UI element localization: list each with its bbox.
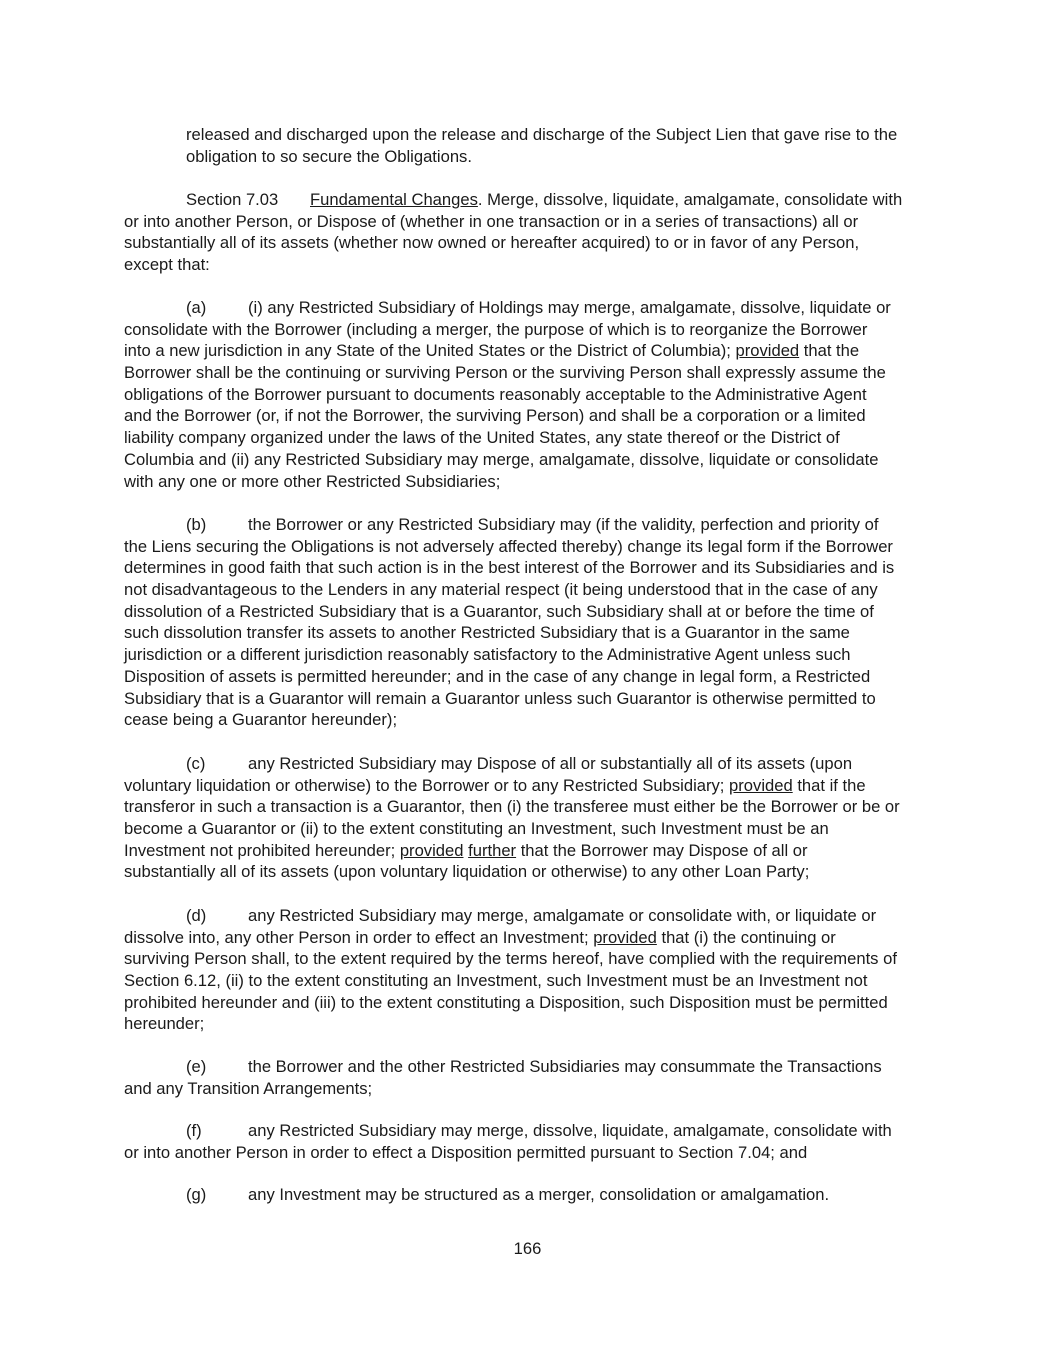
text-run: voluntary liquidation or otherwise) to the Borrower or to any Restricted Subsidiary; [124, 775, 730, 795]
text-line: and any Transition Arrangements; [124, 1078, 373, 1098]
text-line [124, 840, 932, 862]
clause-first-line [124, 1056, 932, 1078]
text-line: not disadvantageous to the Lenders in any material respect (it being understood that in the case of any [124, 580, 878, 600]
text-line: Subsidiary that is a Guarantor will remain a Guarantor unless such Guarantor is otherwise permitted to [124, 688, 876, 708]
text-run: that the Borrower may Dispose of all or [516, 840, 808, 860]
text-run: any Restricted Subsidiary may merge, amalgamate or consolidate with, or liquidate or [248, 906, 877, 925]
text-run: that (i) the continuing or [656, 927, 836, 947]
text-line: except that: [124, 255, 210, 275]
text-line: jurisdiction or a different jurisdiction reasonably satisfactory to the Administrative Agent unless such [124, 645, 851, 665]
text-line [124, 775, 932, 797]
section-heading-line [124, 189, 932, 211]
clause-marker: (b) [186, 515, 207, 534]
text-line: Section 6.12, (ii) to the extent constituting an Investment, such Investment must be an Investment not [124, 971, 868, 991]
clause-first-line [124, 514, 932, 536]
text-run: any Investment may be structured as a merger, consolidation or amalgamation. [248, 1185, 830, 1204]
text-line: cease being a Guarantor hereunder); [124, 710, 398, 730]
clause-e [124, 1056, 932, 1099]
clause-a [124, 297, 932, 492]
text-line: or into another Person, or Dispose of (whether in one transaction or in a series of transactions) all or [124, 211, 859, 231]
text-line: determines in good faith that such action is in the best interest of the Borrower and its Subsidiaries and is [124, 558, 895, 578]
section-text: . Merge, dissolve, liquidate, amalgamate, consolidate with [477, 190, 903, 209]
text-line: the Liens securing the Obligations is not adversely affected thereby) change its legal form if the Borrower [124, 536, 893, 556]
clause-g [124, 1184, 932, 1206]
clause-marker: (g) [186, 1185, 207, 1204]
text-run: any Restricted Subsidiary may merge, dissolve, liquidate, amalgamate, consolidate with [248, 1121, 892, 1140]
clause-marker: (a) [186, 298, 207, 317]
clause-first-line [124, 753, 932, 775]
text-line: substantially all of its assets (whether now owned or hereafter acquired) to or in favor of any Person, [124, 233, 860, 253]
clause-marker: (f) [186, 1121, 202, 1140]
text-line: hereunder; [124, 1014, 205, 1034]
text-line: with any one or more other Restricted Subsidiaries; [124, 471, 501, 491]
section-7-03-paragraph [124, 189, 932, 276]
text-line: surviving Person shall, to the extent required by the terms hereof, have complied with the requirements of [124, 949, 897, 969]
text-line: Disposition of assets is permitted hereunder; and in the case of any change in legal form, a Restricted [124, 666, 871, 686]
clause-marker: (c) [186, 754, 206, 773]
text-line: such dissolution transfer its assets to another Restricted Subsidiary that is a Guarantor in the same [124, 623, 850, 643]
text-line [124, 340, 932, 362]
text-run: into a new jurisdiction in any State of the United States or the District of Columbia); [124, 341, 736, 361]
text-line: released and discharged upon the release and discharge of the Subject Lien that gave rise to the [186, 125, 898, 144]
text-line: transferor in such a transaction is a Guarantor, then (i) the transferee must either be the Borrower or be or [124, 797, 900, 817]
text-run: any Restricted Subsidiary may Dispose of all or substantially all of its assets (upon [248, 754, 853, 773]
text-line: consolidate with the Borrower (including a merger, the purpose of which is to reorganize the Borrower [124, 319, 868, 339]
clause-marker: (d) [186, 906, 207, 925]
text-run: the Borrower and the other Restricted Subsidiaries may consummate the Transactions [248, 1057, 882, 1076]
text-line: liability company organized under the laws of the United States, any state thereof or the District of [124, 428, 840, 448]
provided-term: provided [735, 341, 800, 361]
section-title: Fundamental Changes [310, 190, 478, 209]
text-line: Borrower shall be the continuing or surviving Person or the surviving Person shall expressly assume the [124, 363, 886, 383]
clause-b [124, 514, 932, 731]
clause-f [124, 1120, 932, 1163]
clause-c [124, 753, 932, 883]
text-line: substantially all of its assets (upon voluntary liquidation or otherwise) to any other Loan Party; [124, 862, 810, 882]
text-line: Columbia and (ii) any Restricted Subsidiary may merge, amalgamate, dissolve, liquidate or consolidate [124, 449, 879, 469]
text-line [124, 927, 932, 949]
provided-term: provided [729, 775, 793, 795]
clause-d [124, 905, 932, 1035]
clause-first-line [124, 1120, 932, 1142]
text-run: the Borrower or any Restricted Subsidiary may (if the validity, perfection and priority of [248, 515, 879, 534]
clause-first-line [124, 905, 932, 927]
text-line: become a Guarantor or (ii) to the extent constituting an Investment, such Investment must be an [124, 819, 829, 839]
clause-marker: (e) [186, 1057, 207, 1076]
page-number: 166 [513, 1239, 542, 1258]
text-line: dissolution of a Restricted Subsidiary that is a Guarantor, such Subsidiary shall at or before the time of [124, 601, 874, 621]
text-line: obligation to so secure the Obligations. [186, 146, 472, 166]
paragraph-continuation [124, 124, 932, 167]
further-term: further [468, 840, 517, 860]
clause-first-line [124, 1184, 932, 1206]
text-line: or into another Person in order to effect a Disposition permitted pursuant to Section 7.04; and [124, 1142, 808, 1162]
text-line: prohibited hereunder and (iii) to the extent constituting a Disposition, such Disposition must be permitted [124, 992, 888, 1012]
text-line: and the Borrower (or, if not the Borrower, the surviving Person) and shall be a corporation or a limited [124, 406, 866, 426]
provided-term: provided [399, 840, 464, 860]
clause-first-line [124, 297, 932, 319]
provided-term: provided [593, 927, 657, 947]
text-line: obligations of the Borrower pursuant to documents reasonably acceptable to the Administrative Agent [124, 384, 867, 404]
text-run: (i) any Restricted Subsidiary of Holdings may merge, amalgamate, dissolve, liquidate or [248, 298, 891, 317]
text-run: Investment not prohibited hereunder; [124, 840, 400, 860]
text-run: that if the [792, 775, 866, 795]
text-run: dissolve into, any other Person in order to effect an Investment; [124, 927, 594, 947]
text-run: that the [799, 341, 860, 361]
section-number: Section 7.03 [186, 190, 279, 209]
